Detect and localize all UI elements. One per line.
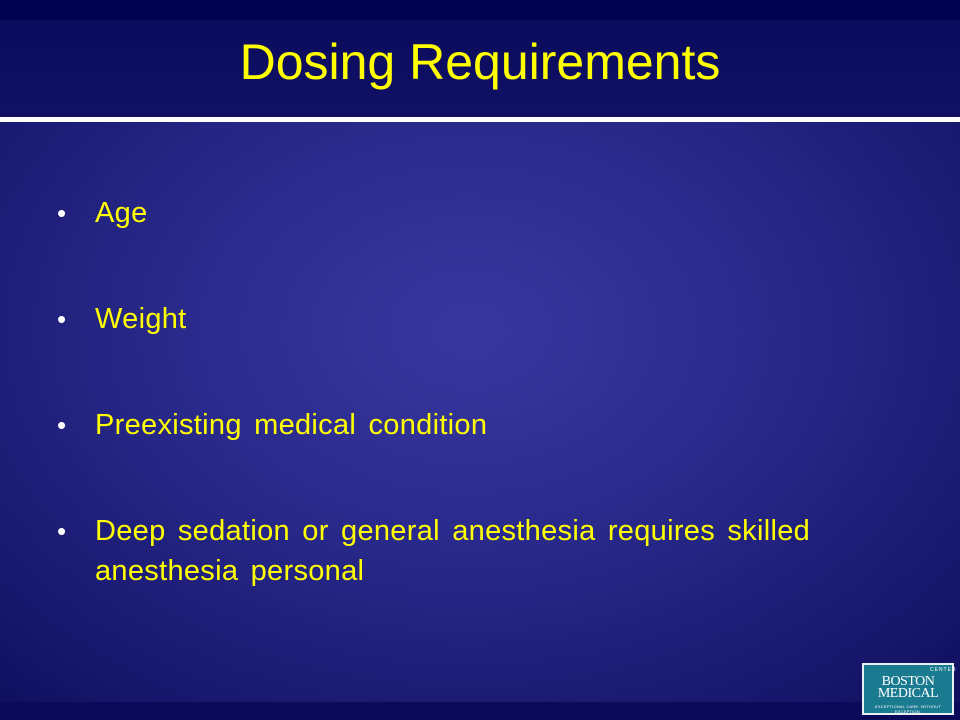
logo-line-2: MEDICAL — [877, 686, 939, 701]
bullet-text: Deep sedation or general anesthesia requires skilled anesthesia personal — [95, 515, 811, 587]
bullet-text: Age — [95, 197, 148, 229]
bullet-text: Preexisting medical condition — [95, 409, 488, 441]
bullet-item-age — [55, 193, 875, 233]
boston-medical-logo — [862, 663, 957, 715]
bottom-edge-band — [0, 702, 960, 720]
bullet-list — [55, 193, 875, 591]
bullet-item-preexisting-condition — [55, 405, 875, 445]
bullet-text: Weight — [95, 303, 187, 335]
logo-small-text: CENTER — [930, 667, 957, 673]
top-edge-band — [0, 0, 960, 20]
bullet-item-deep-sedation — [55, 511, 875, 591]
title-divider — [0, 117, 960, 122]
bullet-dot-icon: • — [57, 410, 67, 440]
bullet-item-weight — [55, 299, 875, 339]
logo-line-1: BOSTON — [881, 674, 935, 689]
bullet-dot-icon: • — [57, 516, 67, 546]
bullet-dot-icon: • — [57, 304, 67, 334]
slide-title: Dosing Requirements — [239, 34, 721, 90]
logo-tagline: EXCEPTIONAL CARE. WITHOUT EXCEPTION. — [875, 704, 941, 714]
bullet-dot-icon: • — [57, 198, 67, 228]
